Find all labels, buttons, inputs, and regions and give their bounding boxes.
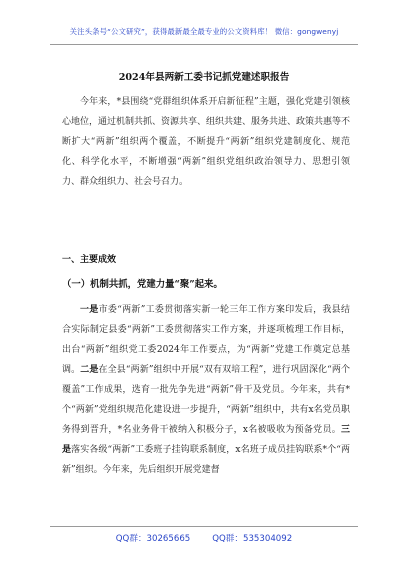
footer-qq-group-1: QQ群：30265665 [115,534,191,544]
body-paragraph [62,300,350,480]
document-title: 2024年县两新工委书记抓党建述职报告 [118,72,290,83]
point-lead-1: 一是 [80,305,99,315]
point-lead-3: 三是 [62,425,350,455]
footer [0,532,408,544]
section-heading: 一、主要成效 [62,255,117,265]
subsection-heading: （一）机制共抓，党建力量“聚”起来。 [62,279,223,290]
intro-paragraph: 今年来，*县围绕“党群组织体系开启新征程”主题，强化党建引领核心地位，通过机制共抓、资源共享、组织共建、服务共进、政策共惠等不断扩大“两新”组织两个覆盖，不断提升“两新”组织党建制度化、规范化、科学化水平，不断增强“两新”组织党组织政治领导力、思想引领力、群众组织力、社会号召力。 [62,97,351,187]
footer-divider [50,526,358,527]
header-divider [50,44,358,45]
point-text-2: 在全县“两新”组织中开展“双有双培工程”，进行巩固深化“两个覆盖”工作成果，选育一批先争先进“两新”骨干及党员。今年来，共有*个“两新”党组织规范化建设进一步提升，“两新”组织中，共有x名党员职务得到晋升，*名业务骨干被纳入积极分子，x名被吸收为预备党员。 [62,365,350,435]
footer-qq-group-2: QQ群：535304092 [212,534,293,544]
point-text-3: 落实各级“两新”工委班子挂钩联系制度，x名班子成员挂钩联系*个“两新”组织。今年来，先后组织开展党建督 [62,445,350,475]
header-note: 关注头条号“公文研究”，获得最新最全最专业的公文资料库！ 微信：gongwenyj [69,27,339,36]
point-lead-2: 二是 [80,365,99,375]
point-text-1: 市委“两新”工委贯彻落实新一轮三年工作方案印发后，我县结合实际制定县委“两新”工委贯彻落实工作方案，并逐项梳理工作目标，出台“两新”组织党工委2024年工作要点，为“两新”党建工作奠定总基调。 [62,305,350,375]
